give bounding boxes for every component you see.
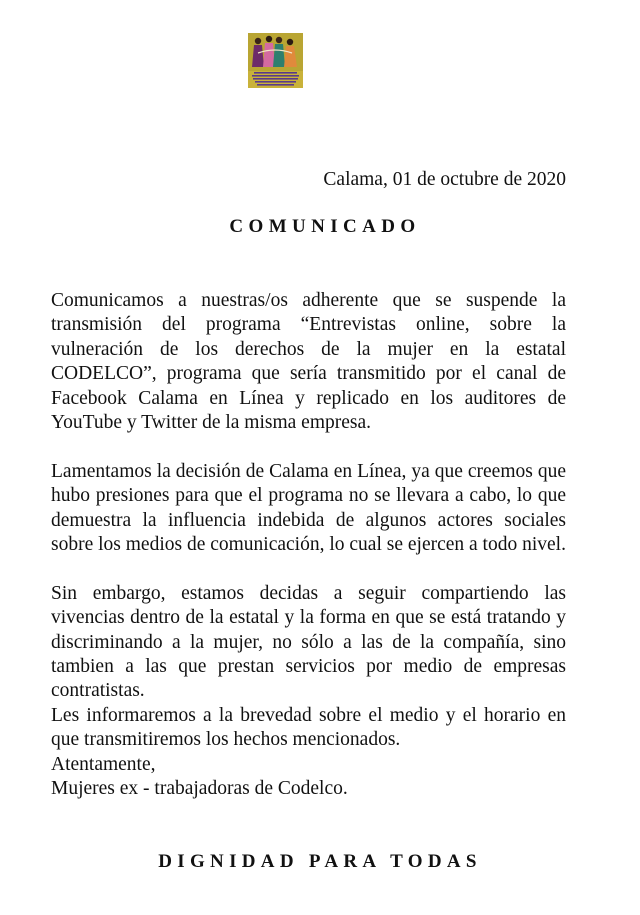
document-body — [51, 289, 566, 802]
paragraph-suspension: Comunicamos a nuestras/os adherente que se suspende la transmisión del programa “Entrevistas online, sobre la vulneración de los derechos de la mujer en la estatal CODELCO”, programa que sería transmitido por el canal de Facebook Calama en Línea y replicado en los auditores de YouTube y Twitter de la misma empresa. — [51, 290, 566, 434]
document-title: COMUNICADO — [229, 216, 421, 237]
footer-motto: DIGNIDAD PARA TODAS — [158, 851, 482, 872]
date-line: Calama, 01 de octubre de 2020 — [323, 169, 566, 190]
closing-line: Atentamente, — [51, 753, 156, 775]
logo-image — [248, 33, 303, 88]
paragraph-commitment: Sin embargo, estamos decidas a seguir compartiendo las vivencias dentro de la estatal y la forma en que se está tratando y discriminando a la mujer, no sólo a las de la compañía, sino tambien a las que prestan servicios por medio de empresas contratistas. — [51, 582, 566, 702]
paragraph-regret: Lamentamos la decisión de Calama en Línea, ya que creemos que hubo presiones para que el programa no se llevara a cabo, lo que demuestra la influencia indebida de algunos actores sociales sobre los medios de comunicación, lo cual se ejercen a todo nivel. — [51, 460, 566, 556]
organization-logo — [248, 33, 303, 88]
signature-line: Mujeres ex - trabajadoras de Codelco. — [51, 778, 348, 800]
paragraph-information: Les informaremos a la brevedad sobre el medio y el horario en que transmitiremos los hechos mencionados. — [51, 704, 566, 751]
